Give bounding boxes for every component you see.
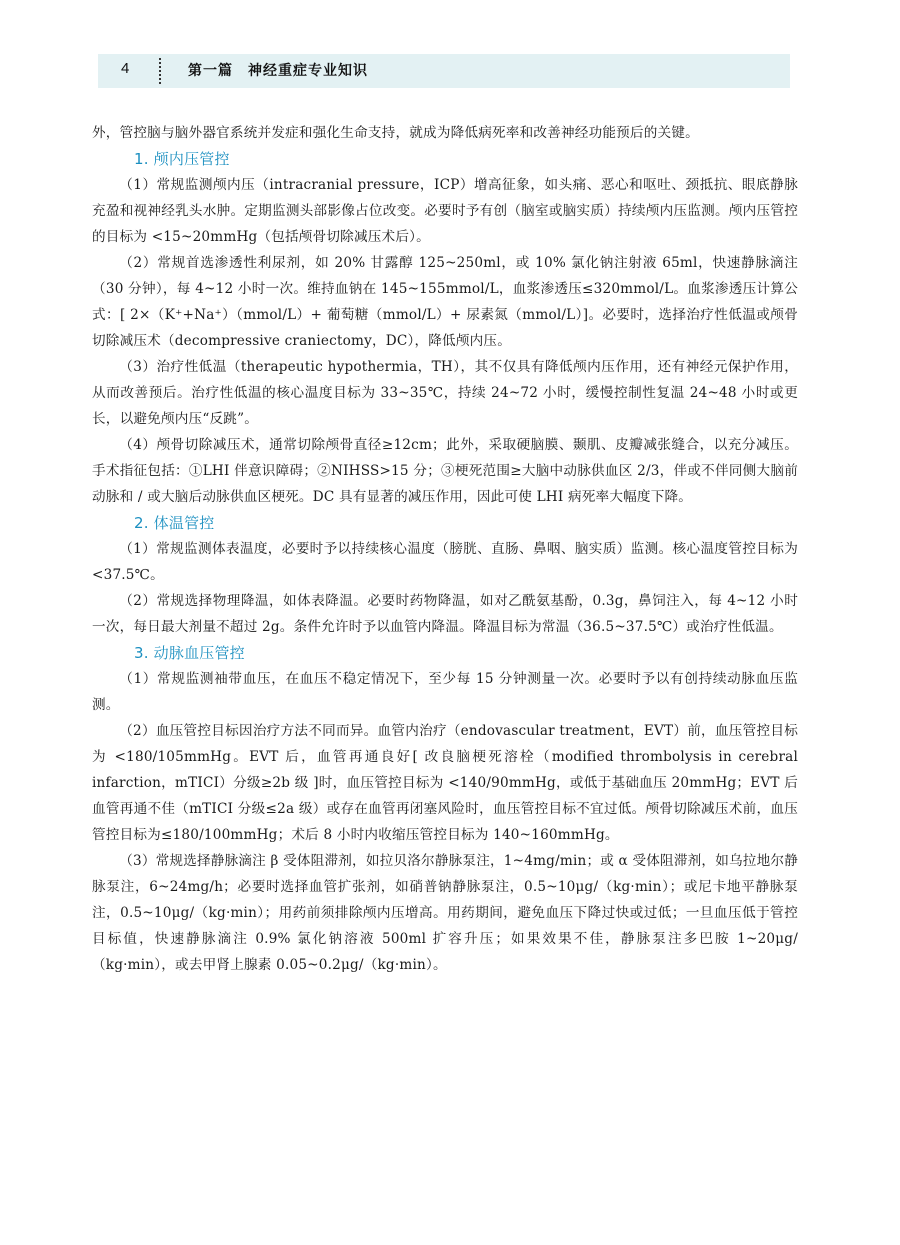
section-heading-blood-pressure: 3. 动脉血压管控 (134, 644, 245, 662)
icp-paragraph-2: （2）常规首选渗透性利尿剂，如 20% 甘露醇 125~250ml，或 10% 氯化钠注射液 65ml，快速静脉滴注（30 分钟），每 4~12 小时一次。维持血钠在 145~155mmol/L，血浆渗透压≤320mmol/L。血浆渗透压计算公式：[ 2×（K⁺+Na⁺）（mmol/L）+ 葡萄糖（mmol/L）+ 尿素氮（mmol/L）]。必要时，选择治疗性低温或颅骨切除减压术（decompressive craniectomy，DC），降低颅内压。 (92, 255, 798, 349)
bp-paragraph-3: （3）常规选择静脉滴注 β 受体阻滞剂，如拉贝洛尔静脉泵注，1~4mg/min；或 α 受体阻滞剂，如乌拉地尔静脉泵注，6~24mg/h；必要时选择血管扩张剂，如硝普钠静脉泵注，0.5~10μg/（kg·min）；或尼卡地平静脉泵注，0.5~10μg/（kg·min）；用药前须排除颅内压增高。用药期间，避免血压下降过快或过低；一旦血压低于管控目标值，快速静脉滴注 0.9% 氯化钠溶液 500ml 扩容升压；如果效果不佳，静脉泵注多巴胺 1~20μg/（kg·min），或去甲肾上腺素 0.05~0.2μg/（kg·min）。 (92, 853, 798, 973)
header-divider (159, 58, 161, 84)
section-heading-temperature: 2. 体温管控 (134, 514, 215, 532)
bp-paragraph-1: （1）常规监测袖带血压，在血压不稳定情况下，至少每 15 分钟测量一次。必要时予以有创持续动脉血压监测。 (92, 671, 798, 713)
intro-paragraph: 外，管控脑与脑外器官系统并发症和强化生命支持，就成为降低病死率和改善神经功能预后的关键。 (92, 125, 699, 141)
icp-paragraph-4: （4）颅骨切除减压术，通常切除颅骨直径≥12cm；此外，采取硬脑膜、颞肌、皮瓣减张缝合，以充分减压。手术指征包括：①LHI 伴意识障碍；②NIHSS>15 分；③梗死范围≥大脑中动脉供血区 2/3，伴或不伴同侧大脑前动脉和 / 或大脑后动脉供血区梗死。DC 具有显著的减压作用，因此可使 LHI 病死率大幅度下降。 (92, 437, 798, 505)
icp-paragraph-1: （1）常规监测颅内压（intracranial pressure，ICP）增高征象，如头痛、恶心和呕吐、颈抵抗、眼底静脉充盈和视神经乳头水肿。定期监测头部影像占位改变。必要时予有创（脑室或脑实质）持续颅内压监测。颅内压管控的目标为 <15~20mmHg（包括颅骨切除减压术后）。 (92, 177, 798, 245)
temperature-paragraph-2: （2）常规选择物理降温，如体表降温。必要时药物降温，如对乙酰氨基酚，0.3g，鼻饲注入，每 4~12 小时一次，每日最大剂量不超过 2g。条件允许时予以血管内降温。降温目标为常温（36.5~37.5℃）或治疗性低温。 (92, 593, 798, 635)
section-heading-icp: 1. 颅内压管控 (134, 150, 230, 168)
temperature-paragraph-1: （1）常规监测体表温度，必要时予以持续核心温度（膀胱、直肠、鼻咽、脑实质）监测。核心温度管控目标为 <37.5℃。 (92, 541, 798, 583)
bp-paragraph-2: （2）血压管控目标因治疗方法不同而异。血管内治疗（endovascular treatment，EVT）前，血压管控目标为 <180/105mmHg。EVT 后，血管再通良好[ 改良脑梗死溶栓（modified thrombolysis in cerebral infarction，mTICI）分级≥2b 级 ]时，血压管控目标为 <140/90mmHg，或低于基础血压 20mmHg；EVT 后血管再通不佳（mTICI 分级≤2a 级）或存在血管再闭塞风险时，血压管控目标不宜过低。颅骨切除减压术前，血压管控目标为≤180/100mmHg；术后 8 小时内收缩压管控目标为 140~160mmHg。 (92, 723, 798, 843)
part-title: 第一篇 神经重症专业知识 (188, 63, 368, 79)
icp-paragraph-3: （3）治疗性低温（therapeutic hypothermia，TH），其不仅具有降低颅内压作用，还有神经元保护作用，从而改善预后。治疗性低温的核心温度目标为 33~35℃，持续 24~72 小时，缓慢控制性复温 24~48 小时或更长，以避免颅内压“反跳”。 (92, 359, 798, 427)
page-body (92, 120, 798, 978)
page-number: 4 (121, 60, 130, 77)
